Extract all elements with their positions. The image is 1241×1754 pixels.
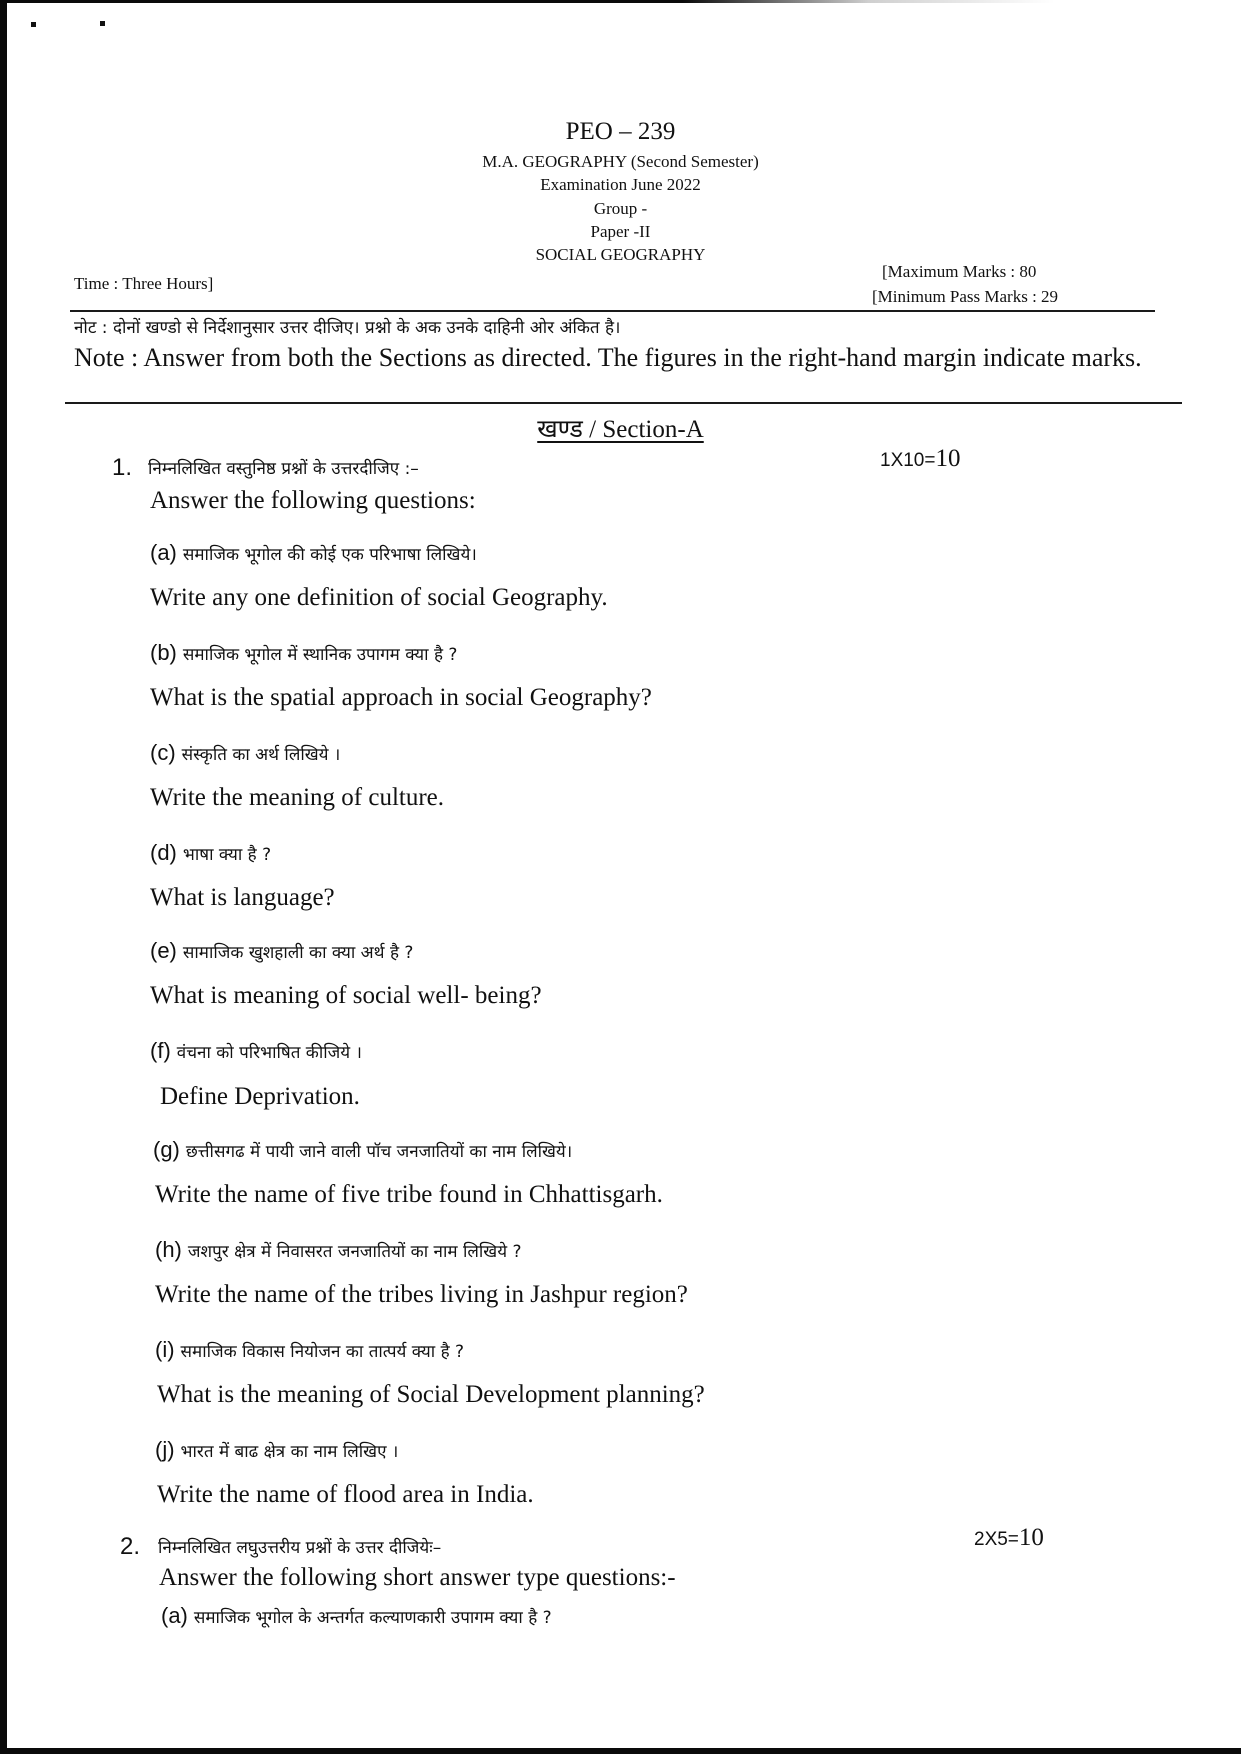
part-i-hindi-text: समाजिक विकास नियोजन का तात्पर्य क्या है ? <box>180 1342 465 1362</box>
part-h-hindi <box>155 1237 521 1263</box>
part-i-label: (i) <box>155 1337 175 1362</box>
subject-title: SOCIAL GEOGRAPHY <box>535 245 706 264</box>
part-a-label: (a) <box>150 540 177 565</box>
part-i-english: What is the meaning of Social Development planning? <box>157 1381 705 1408</box>
part-c-label: (c) <box>150 740 176 765</box>
part-j-hindi-text: भारत में बाढ क्षेत्र का नाम लिखिए । <box>180 1442 399 1462</box>
part-e-hindi <box>150 938 413 964</box>
paper-code: PEO – 239 <box>565 118 676 145</box>
part-g-hindi <box>153 1137 572 1163</box>
question-2-hindi: निम्नलिखित लघुउत्तरीय प्रश्नों के उत्तर दीजियेः– <box>158 1538 442 1558</box>
part-f-hindi-text: वंचना को परिभाषित कीजिये । <box>176 1043 362 1063</box>
part-h-english: Write the name of the tribes living in Jashpur region? <box>155 1281 688 1308</box>
part-g-english: Write the name of five tribe found in Chhattisgarh. <box>155 1181 663 1208</box>
part-h-hindi-text: जशपुर क्षेत्र में निवासरत जनजातियों का नाम लिखिये ? <box>187 1242 522 1262</box>
section-a-title <box>0 411 1241 445</box>
scan-speck <box>100 21 105 26</box>
part-a-english: Write any one definition of social Geography. <box>150 584 608 611</box>
part-h-label: (h) <box>155 1237 182 1262</box>
part-j-label: (j) <box>155 1437 175 1462</box>
section-a-title-text: खण्ड / Section-A <box>537 416 704 443</box>
paper-label: Paper -II <box>590 222 651 241</box>
question-1-hindi: निम्नलिखित वस्तुनिष्ठ प्रश्नों के उत्तरदीजिए :– <box>148 459 419 479</box>
question-2-number: 2. <box>120 1533 141 1560</box>
q2-part-a-hindi <box>161 1603 552 1629</box>
scan-border-bottom <box>0 1748 1241 1754</box>
marks-formula: 2X5= <box>974 1529 1019 1550</box>
part-f-label: (f) <box>150 1038 171 1063</box>
question-1-number: 1. <box>112 454 133 481</box>
part-c-hindi <box>150 740 340 766</box>
part-d-english: What is language? <box>150 884 335 911</box>
part-j-hindi <box>155 1437 398 1463</box>
part-e-label: (e) <box>150 938 177 963</box>
exam-session: Examination June 2022 <box>540 175 701 194</box>
part-a-hindi-text: समाजिक भूगोल की कोई एक परिभाषा लिखिये। <box>182 545 477 565</box>
divider-bottom <box>65 402 1182 404</box>
part-g-label: (g) <box>153 1137 180 1162</box>
question-2-english: Answer the following short answer type questions:- <box>159 1564 676 1591</box>
marks-total: 10 <box>935 445 961 472</box>
part-d-hindi-text: भाषा क्या है ? <box>182 845 272 865</box>
part-g-hindi-text: छत्तीसगढ में पायी जाने वाली पॉच जनजातियों का नाम लिखिये। <box>185 1142 573 1162</box>
scan-speck <box>31 22 36 27</box>
part-b-hindi <box>150 640 457 666</box>
part-b-hindi-text: समाजिक भूगोल में स्थानिक उपागम क्या है ? <box>182 645 458 665</box>
marks-formula: 1X10= <box>880 450 936 471</box>
marks-total: 10 <box>1018 1524 1044 1551</box>
part-a-hindi <box>150 540 477 566</box>
question-1-english: Answer the following questions: <box>150 487 476 514</box>
group-label: Group - <box>593 199 648 218</box>
part-b-english: What is the spatial approach in social Geography? <box>150 684 652 711</box>
course-title: M.A. GEOGRAPHY (Second Semester) <box>482 152 759 171</box>
min-pass-marks: [Minimum Pass Marks : 29 <box>872 287 1059 306</box>
part-e-english: What is meaning of social well- being? <box>150 982 542 1009</box>
max-marks: [Maximum Marks : 80 <box>882 262 1037 281</box>
part-d-label: (d) <box>150 840 177 865</box>
part-f-english: Define Deprivation. <box>160 1083 360 1110</box>
question-2-marks <box>974 1524 1044 1552</box>
question-1-marks <box>880 445 960 473</box>
divider-top <box>70 310 1155 312</box>
part-i-hindi <box>155 1337 464 1363</box>
part-e-hindi-text: सामाजिक खुशहाली का क्या अर्थ है ? <box>182 943 414 963</box>
scan-border-top <box>0 0 1241 3</box>
part-d-hindi <box>150 840 271 866</box>
part-c-english: Write the meaning of culture. <box>150 784 445 811</box>
time-allowed: Time : Three Hours] <box>74 274 214 293</box>
q2-part-a-hindi-text: समाजिक भूगोल के अन्तर्गत कल्याणकारी उपागम क्या है ? <box>193 1608 552 1628</box>
part-c-hindi-text: संस्कृति का अर्थ लिखिये । <box>181 745 341 765</box>
q2-part-a-label: (a) <box>161 1603 188 1628</box>
part-j-english: Write the name of flood area in India. <box>157 1481 534 1508</box>
note-hindi: नोट : दोनों खण्डो से निर्देशानुसार उत्तर दीजिए। प्रश्नो के अक उनके दाहिनी ओर अंकित है। <box>74 318 621 338</box>
note-english: Note : Answer from both the Sections as directed. The figures in the right-hand margin indicate marks. <box>74 343 1142 372</box>
part-b-label: (b) <box>150 640 177 665</box>
part-f-hindi <box>150 1038 362 1064</box>
